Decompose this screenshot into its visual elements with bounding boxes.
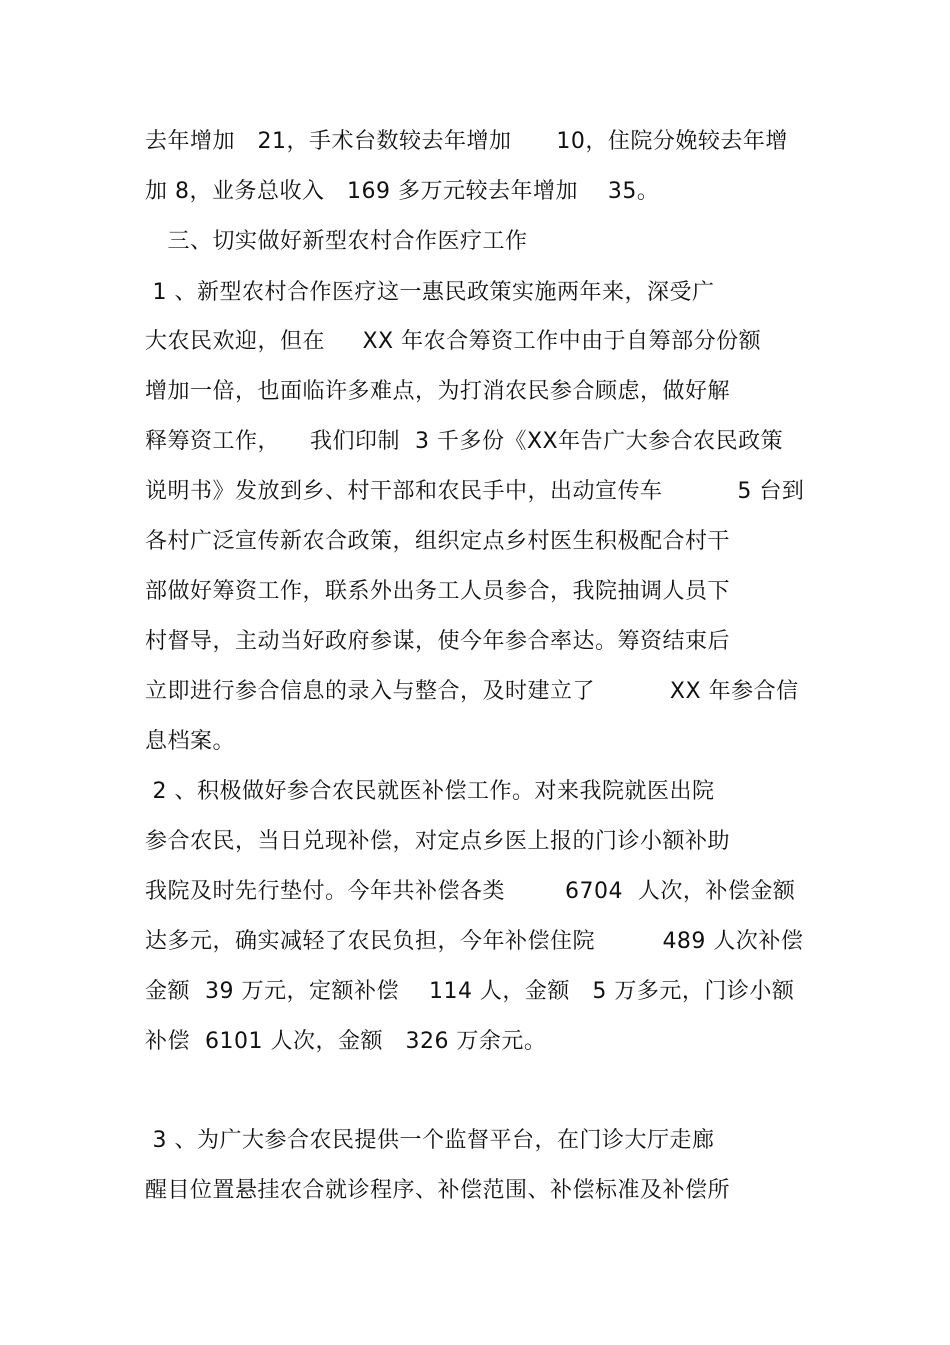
text-line: 醒目位置悬挂农合就诊程序、补偿范围、补偿标准及补偿所	[145, 1178, 731, 1203]
text-line: 参合农民，当日兑现补偿，对定点乡医上报的门诊小额补助	[145, 829, 731, 854]
text-line: 大农民欢迎，但在 XX 年农合筹资工作中由于自筹部分份额	[145, 329, 762, 354]
section-heading: 三、切实做好新型农村合作医疗工作	[145, 229, 528, 254]
text-line: 2 、积极做好参合农民就医补偿工作。对来我院就医出院	[145, 779, 715, 804]
text-line: 补偿 6101 人次，金额 326 万余元。	[145, 1029, 547, 1054]
text-line: 加 8，业务总收入 169 多万元较去年增加 35。	[145, 179, 660, 204]
text-line: 立即进行参合信息的录入与整合，及时建立了 XX 年参合信	[145, 679, 799, 704]
text-line: 达多元，确实减轻了农民负担，今年补偿住院 489 人次补偿	[145, 929, 804, 954]
text-line: 各村广泛宣传新农合政策，组织定点乡村医生积极配合村干	[145, 529, 731, 554]
text-line: 部做好筹资工作，联系外出务工人员参合，我院抽调人员下	[145, 579, 731, 604]
text-line: 去年增加 21，手术台数较去年增加 10，住院分娩较去年增	[145, 129, 788, 154]
text-line: 金额 39 万元，定额补偿 114 人，金额 5 万多元，门诊小额	[145, 979, 795, 1004]
text-line: 释筹资工作， 我们印制 3 千多份《XX年告广大参合农民政策	[145, 429, 784, 454]
text-line: 3 、为广大参合农民提供一个监督平台，在门诊大厅走廊	[145, 1128, 715, 1153]
text-line: 息档案。	[145, 729, 236, 754]
text-line: 增加一倍，也面临许多难点，为打消农民参合顾虑，做好解	[145, 379, 731, 404]
text-line: 我院及时先行垫付。今年共补偿各类 6704 人次，补偿金额	[145, 879, 796, 904]
text-line: 1 、新型农村合作医疗这一惠民政策实施两年来，深受广	[145, 280, 715, 305]
text-line: 村督导，主动当好政府参谋，使今年参合率达。筹资结束后	[145, 629, 731, 654]
text-line: 说明书》发放到乡、村干部和农民手中，出动宣传车 5 台到	[145, 479, 805, 504]
